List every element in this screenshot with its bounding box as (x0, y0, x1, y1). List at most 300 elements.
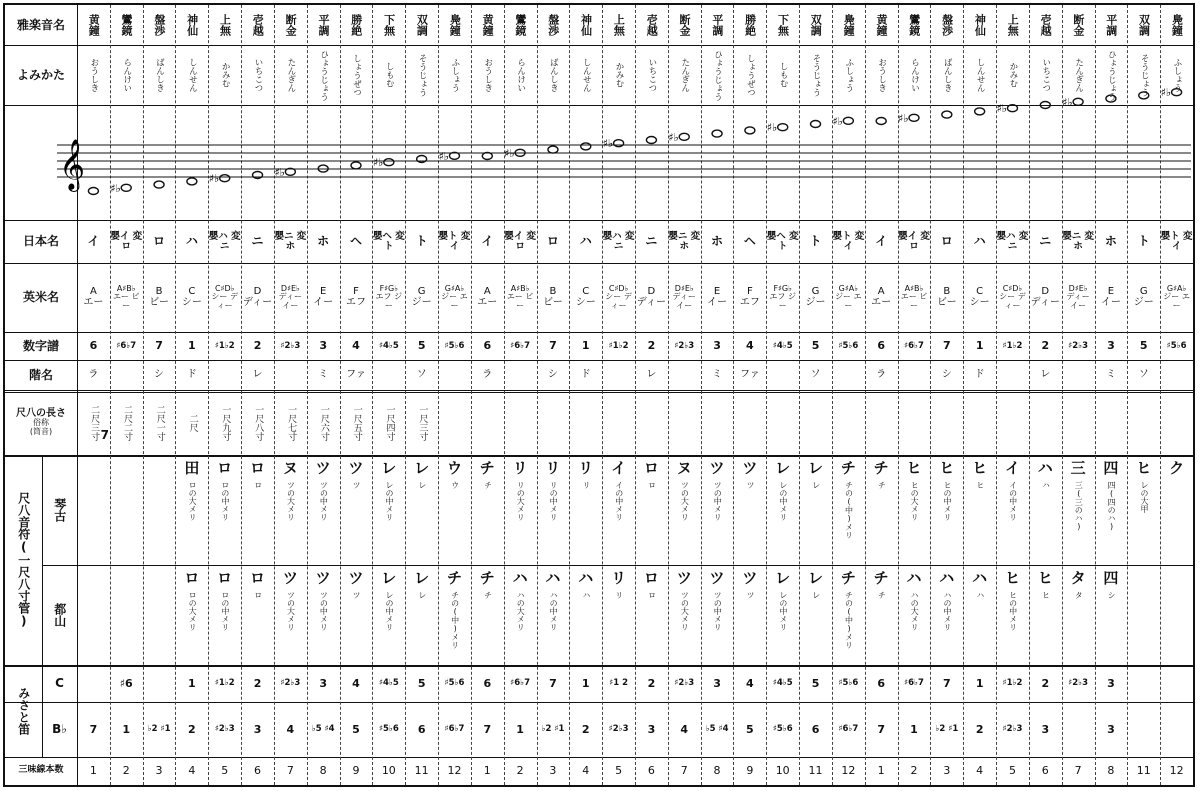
note-head (548, 146, 558, 153)
shamisen-number: 3 (155, 764, 163, 778)
solfege: シ (547, 368, 558, 380)
solfege: シ (941, 368, 952, 380)
solfege: ミ (318, 368, 329, 380)
tozan-symbol: ハ (545, 569, 561, 587)
column-header: 壱越 (645, 14, 659, 36)
english-name: E イー (707, 286, 728, 308)
column-header: 平調 (710, 14, 724, 36)
kinko-caption: イの中メリ (614, 480, 624, 521)
kinko-caption: リの大メリ (516, 480, 526, 521)
shakuhachi-length: 一尺四寸 (384, 404, 395, 441)
shamisen-number: 7 (1074, 764, 1082, 778)
shamisen-number: 8 (713, 764, 721, 778)
reading: そうじょう (1139, 53, 1150, 97)
shamisen-number: 11 (808, 764, 823, 778)
tozan-caption: ハの大メリ (516, 590, 526, 631)
number-notation: ♯4♭5 (378, 340, 399, 351)
column-header: 下無 (776, 14, 790, 36)
shamisen-number: 1 (483, 764, 491, 778)
reading: いちこつ (646, 58, 657, 92)
misato-bflat-fingering: ♯6♭7 (444, 724, 465, 735)
misato-bflat-fingering: ♭5 ♯4 (705, 724, 729, 735)
misato-c-fingering: ♯6♭7 (904, 678, 924, 689)
misato-bflat-fingering: 2 (188, 722, 196, 736)
kinko-caption: 四(四のハ) (1107, 480, 1117, 531)
shamisen-number: 4 (582, 764, 590, 778)
sharp-icon: ♯♭ (996, 102, 1007, 116)
column-header: 双調 (415, 14, 429, 36)
kinko-symbol: リ (512, 459, 528, 477)
column-header: 神仙 (973, 14, 987, 36)
english-name: A エー (83, 286, 104, 308)
misato-bflat-fingering: 3 (1107, 722, 1115, 736)
shamisen-number: 1 (877, 764, 885, 778)
kinko-caption: ヒの中メリ (943, 480, 952, 521)
tozan-symbol: ロ (217, 569, 233, 587)
misato-c-fingering: ♯2♭3 (1068, 678, 1089, 689)
sharp-icon: ♯♭ (274, 165, 285, 179)
number-notation: 5 (811, 339, 820, 353)
shamisen-number: 6 (254, 764, 262, 778)
misato-c-label: C (55, 676, 64, 691)
japanese-name: ホ (1104, 234, 1117, 249)
number-notation: 6 (483, 339, 492, 353)
solfege: ファ (739, 368, 760, 380)
tozan-caption: ハの中メリ (549, 590, 559, 631)
reading: らんけい (909, 58, 920, 92)
number-notation: 2 (1041, 339, 1050, 353)
kinko-caption: ツの大メリ (286, 480, 296, 521)
reading: おうしき (482, 58, 493, 92)
shamisen-number: 12 (841, 764, 856, 778)
reading: そうじょう (417, 53, 428, 97)
shakuhachi-length: 一尺七寸 (286, 404, 297, 441)
shamisen-number: 10 (775, 764, 790, 778)
japanese-name: ハ (185, 234, 198, 249)
reading: かみむ (614, 62, 625, 88)
kinko-caption: ツ (352, 480, 362, 489)
misato-bflat-fingering: ♯2♭3 (214, 724, 235, 735)
kinko-caption: チの(中)メリ (844, 480, 854, 539)
note-head (778, 124, 788, 131)
english-name: G ジー (805, 286, 826, 308)
misato-label: みさと笛 (16, 687, 31, 735)
english-name: B ビー (149, 286, 169, 308)
shamisen-number: 2 (516, 764, 524, 778)
tozan-symbol: チ (873, 569, 889, 587)
sharp-icon: ♯♭ (208, 172, 220, 186)
shamisen-label: 三味線本数 (18, 765, 64, 776)
note-head (975, 108, 985, 115)
kinko-caption: リ (581, 480, 591, 489)
note-head (1073, 98, 1083, 105)
kinko-caption: レの大甲 (1139, 480, 1149, 513)
solfege: シ (154, 368, 165, 380)
tozan-symbol: ロ (250, 569, 266, 587)
kinko-caption: 三(三のハ) (1074, 480, 1084, 531)
solfege: ド (580, 368, 591, 380)
kinko-caption: ツ (746, 480, 756, 489)
kinko-symbol: イ (1004, 459, 1020, 477)
tozan-caption: ツ (352, 590, 362, 599)
japanese-name: 嬰ハ 変ニ (602, 230, 635, 252)
kinko-symbol: ハ (1037, 459, 1053, 477)
misato-bflat-fingering: 7 (877, 722, 885, 736)
shamisen-number: 10 (381, 764, 396, 778)
tuning-chart (3, 3, 1195, 787)
english-name: A エー (477, 286, 498, 308)
note-head (614, 140, 624, 147)
japanese-name: ロ (153, 234, 166, 249)
sharp-icon: ♯♭ (110, 181, 121, 195)
note-head (646, 137, 656, 144)
shamisen-number: 4 (976, 764, 984, 778)
shakuhachi-length: 一尺八寸 (253, 404, 264, 441)
misato-bflat-fingering: 1 (122, 722, 131, 736)
english-name: F エフ (345, 286, 366, 308)
tozan-caption: ツの中メリ (319, 590, 329, 631)
english-name: A エー (871, 286, 892, 308)
length-extra-note: 7 (100, 427, 109, 442)
japanese-name: イ (87, 234, 100, 249)
sharp-icon: ♯♭ (898, 111, 909, 125)
misato-bflat-fingering: ♯5♭6 (378, 724, 399, 735)
sharp-icon: ♯♭ (438, 149, 449, 163)
number-notation: 4 (746, 339, 754, 353)
kinko-symbol: ウ (446, 459, 462, 477)
misato-bflat-fingering: 7 (483, 722, 492, 736)
suuji-label: 数字譜 (22, 338, 59, 353)
japanese-name: 嬰ニ 変ホ (274, 230, 307, 252)
column-header: 鸞鏡 (120, 14, 133, 36)
shamisen-number: 8 (1107, 764, 1115, 778)
column-header: 盤渉 (940, 14, 954, 36)
english-name: C シー (969, 286, 990, 308)
english-name: D ディー (1030, 286, 1060, 308)
shamisen-number: 9 (352, 764, 360, 778)
japanese-name: ハ (579, 234, 592, 249)
shamisen-number: 3 (549, 764, 557, 778)
misato-bflat-fingering: ♭5 ♯4 (311, 724, 335, 735)
misato-c-fingering: ♯1♭2 (1002, 678, 1023, 689)
note-head (384, 159, 394, 166)
shamisen-number: 11 (414, 764, 429, 778)
kinko-caption: レの中メリ (778, 480, 788, 521)
japanese-name: 嬰ト 変イ (438, 230, 471, 252)
number-notation: ♯5♭6 (444, 340, 465, 351)
column-header: 盤渉 (152, 14, 166, 36)
kinko-caption: チ (877, 480, 887, 489)
note-head (220, 175, 230, 182)
japanese-name: ニ (645, 234, 658, 249)
sharp-icon: ♯♭ (372, 156, 384, 170)
number-notation: 1 (975, 339, 984, 353)
number-notation: ♯1♭2 (608, 340, 629, 351)
kinko-symbol: レ (414, 459, 430, 477)
japanese-name: ホ (317, 234, 330, 249)
tozan-symbol: ツ (709, 569, 725, 587)
shamisen-number: 9 (746, 764, 754, 778)
tozan-caption: チの(中)メリ (844, 590, 854, 649)
kinko-caption: ヒの大メリ (910, 480, 920, 521)
shamisen-number: 12 (447, 764, 462, 778)
japanese-name: 嬰イ 変ロ (504, 230, 537, 252)
solfege: ラ (876, 368, 887, 380)
shakuhachi-notation-label: 尺八音符(一尺八寸管) (16, 492, 31, 628)
tozan-caption: リ (614, 590, 624, 599)
shakuhachi-length: 一尺五寸 (351, 404, 362, 441)
column-header: 鸞鏡 (513, 14, 527, 36)
column-header: 平調 (1104, 14, 1118, 36)
tozan-caption: レ (811, 590, 821, 599)
reading: しんせん (975, 58, 986, 92)
kinko-symbol: チ (840, 459, 856, 477)
tozan-symbol: レ (808, 569, 824, 587)
solfege: ミ (712, 368, 723, 380)
reading: ばんしき (942, 58, 953, 92)
note-head (88, 188, 98, 195)
kinko-caption: ロの大メリ (188, 480, 198, 521)
english-name: C シー (575, 286, 596, 308)
kinko-symbol: ツ (348, 459, 364, 477)
note-head (187, 178, 197, 185)
japanese-name: 嬰ヘ 変ト (766, 230, 799, 252)
misato-bflat-fingering: 2 (581, 722, 590, 736)
english-name: A♯B♭ エー ビー (506, 283, 534, 310)
column-header: 上無 (218, 14, 232, 36)
kinko-symbol: ヒ (972, 459, 988, 477)
column-header: 平調 (316, 14, 330, 36)
tozan-symbol: ロ (184, 569, 200, 587)
tozan-caption: ハの大メリ (910, 590, 920, 631)
reading: らんけい (515, 58, 526, 92)
reading: ひょうじょう (318, 49, 329, 101)
note-head (581, 143, 591, 150)
tozan-symbol: チ (479, 569, 495, 587)
english-name: F エフ (739, 286, 760, 308)
japanese-name: ホ (711, 234, 724, 249)
reading: ふしょう (843, 58, 854, 92)
number-notation: ♯5♭6 (838, 340, 859, 351)
tozan-symbol: 四 (1103, 569, 1119, 587)
number-notation: 5 (417, 339, 426, 353)
number-notation: 3 (319, 339, 327, 353)
misato-bflat-fingering: 3 (647, 722, 656, 736)
tozan-caption: ロの大メリ (188, 590, 198, 631)
japanese-name: ヘ (349, 234, 362, 249)
kinko-symbol: ヒ (906, 459, 922, 477)
japanese-name: 嬰ト 変イ (832, 230, 865, 252)
column-header: 鸞鏡 (907, 14, 921, 36)
eibei-label: 英米名 (22, 290, 59, 305)
japanese-name: イ (481, 234, 494, 249)
kinko-symbol: ツ (315, 459, 331, 477)
kinko-symbol: レ (808, 459, 824, 477)
sharp-icon: ♯♭ (504, 146, 515, 160)
column-header: 下無 (382, 14, 396, 36)
number-notation: 3 (1107, 339, 1115, 353)
misato-bflat-fingering: 4 (286, 722, 295, 736)
reading: そうじょう (810, 53, 821, 97)
solfege: レ (646, 368, 657, 380)
kinko-symbol: リ (545, 459, 561, 477)
kinko-symbol: 三 (1070, 459, 1086, 477)
reading: しんせん (187, 58, 198, 92)
japanese-name: 嬰ト 変イ (1160, 230, 1193, 252)
reading: しもむ (778, 62, 789, 88)
tozan-caption: ツの大メリ (680, 590, 690, 631)
kinko-caption: ロ (253, 480, 263, 489)
misato-c-fingering: 1 (188, 676, 196, 690)
column-header: 上無 (1006, 14, 1020, 36)
kinko-symbol: リ (578, 459, 594, 477)
column-header: 神仙 (185, 14, 199, 36)
column-header: 勝絶 (349, 14, 363, 36)
misato-bflat-fingering: 3 (253, 722, 262, 736)
number-notation: ♯6♭7 (116, 340, 137, 351)
tozan-caption: レの中メリ (385, 590, 394, 631)
kinko-symbol: ク (1169, 459, 1185, 477)
kinko-symbol: ロ (217, 459, 233, 477)
misato-bflat-fingering: ♯5♭6 (772, 724, 793, 735)
shamisen-number: 2 (910, 764, 918, 778)
misato-bflat-fingering: 6 (811, 722, 820, 736)
kinko-label: 琴古 (52, 498, 67, 522)
japanese-name: ト (809, 234, 822, 249)
reading: いちこつ (1040, 58, 1051, 92)
solfege: ド (974, 368, 985, 380)
misato-c-fingering: ♯2♭3 (280, 678, 301, 689)
shamisen-number: 5 (615, 764, 623, 778)
kinko-symbol: ヒ (939, 459, 955, 477)
column-header: 断金 (284, 14, 298, 36)
number-notation: ♯1♭2 (214, 340, 235, 351)
reading: ひょうじょう (1106, 49, 1117, 101)
reading: しもむ (384, 62, 395, 88)
tozan-symbol: ツ (315, 569, 331, 587)
kinko-caption: ロの中メリ (220, 480, 230, 521)
misato-c-fingering: 1 (975, 676, 984, 690)
misato-c-fingering: 3 (319, 676, 327, 690)
number-notation: ♯2♭3 (1068, 340, 1089, 351)
shamisen-number: 3 (943, 764, 951, 778)
misato-bflat-fingering: 4 (680, 722, 689, 736)
column-header: 勝絶 (743, 14, 757, 36)
kinko-symbol: ヒ (1136, 459, 1152, 477)
misato-c-fingering: ♯5♭6 (444, 678, 465, 689)
kinko-symbol: ヌ (282, 459, 298, 477)
reading: おうしき (88, 58, 99, 92)
length-label-sub: 俗称 (33, 418, 49, 428)
japanese-name: ニ (1039, 234, 1052, 249)
tozan-caption: チ (877, 590, 887, 599)
misato-c-fingering: 2 (253, 676, 262, 690)
tozan-caption: ロ (647, 590, 657, 599)
misato-c-fingering: ♯4♭5 (378, 678, 399, 689)
treble-clef-icon: 𝄞 (59, 139, 86, 190)
english-name: C♯D♭ シー ディー (605, 283, 632, 310)
reading: しょうぜつ (745, 53, 756, 97)
english-name: D ディー (242, 286, 273, 308)
japanese-name: ニ (251, 234, 264, 249)
column-header: 双調 (809, 14, 823, 36)
japanese-name: 嬰ニ 変ホ (1062, 230, 1095, 252)
shamisen-number: 1 (89, 764, 97, 778)
kinko-caption: リの中メリ (549, 480, 559, 521)
kinko-caption: ツの大メリ (680, 480, 690, 521)
solfege: ド (186, 368, 197, 380)
note-head (1172, 89, 1182, 96)
misato-c-fingering: ♯1♭2 (214, 678, 235, 689)
shamisen-number: 6 (647, 764, 655, 778)
column-header: 双調 (1137, 14, 1151, 36)
solfege: ラ (88, 368, 99, 380)
tozan-caption: ロ (253, 590, 263, 599)
japanese-name: 嬰イ 変ロ (110, 230, 143, 252)
japanese-name: ハ (973, 234, 986, 249)
tozan-caption: ツ (746, 590, 756, 599)
reading: かみむ (1007, 62, 1018, 88)
kinko-caption: ハ (1041, 480, 1051, 489)
misato-c-fingering: ♯1 2 (609, 678, 629, 689)
note-head (909, 114, 919, 121)
kinko-caption: レの中メリ (385, 480, 394, 521)
number-notation: 7 (155, 339, 163, 353)
note-head (712, 130, 722, 137)
tozan-symbol: ツ (348, 569, 364, 587)
reading: ふしょう (1172, 58, 1183, 92)
tozan-symbol: ヒ (1004, 569, 1020, 587)
reading: しょうぜつ (351, 53, 362, 97)
misato-bflat-label: B♭ (52, 722, 67, 737)
misato-c-fingering: 2 (1041, 676, 1050, 690)
misato-bflat-fingering: 7 (89, 722, 98, 736)
misato-c-fingering: 6 (483, 676, 492, 690)
misato-bflat-fingering: ♯2♭3 (608, 724, 629, 735)
english-name: A♯B♭ エー ビー (900, 283, 928, 310)
reading: らんけい (121, 58, 132, 92)
tozan-symbol: ヒ (1037, 569, 1053, 587)
length-label-main: 尺八の長さ (16, 407, 66, 419)
number-notation: ♯6♭7 (904, 340, 924, 351)
column-header: 黄鐘 (87, 14, 101, 36)
shamisen-number: 2 (122, 764, 130, 778)
misato-c-fingering: ♯6 (119, 676, 133, 690)
reading: ばんしき (548, 58, 559, 92)
reading: たんぎん (1073, 58, 1084, 92)
number-notation: 5 (1139, 339, 1148, 353)
tozan-symbol: チ (840, 569, 856, 587)
kinko-caption: イの中メリ (1008, 480, 1018, 521)
kinko-caption: ロ (647, 480, 657, 489)
shakuhachi-length: 二尺 (187, 413, 198, 432)
solfege: ソ (416, 368, 427, 380)
misato-c-fingering: ♯2♭3 (674, 678, 695, 689)
tozan-symbol: レ (381, 569, 397, 587)
english-name: G♯A♭ ジー エー (441, 283, 468, 310)
shakuhachi-length: 二尺二寸 (121, 404, 132, 441)
english-name: E イー (313, 286, 334, 308)
number-notation: 7 (942, 339, 951, 353)
tozan-symbol: ハ (906, 569, 922, 587)
shamisen-number: 4 (188, 764, 196, 778)
kinko-caption: ツの中メリ (319, 480, 329, 521)
japanese-name: 嬰ハ 変ニ (996, 230, 1029, 252)
column-header: 黄鐘 (481, 14, 495, 36)
solfege: ソ (1138, 368, 1149, 380)
english-name: B ビー (937, 286, 957, 308)
column-header: 神仙 (579, 14, 593, 36)
